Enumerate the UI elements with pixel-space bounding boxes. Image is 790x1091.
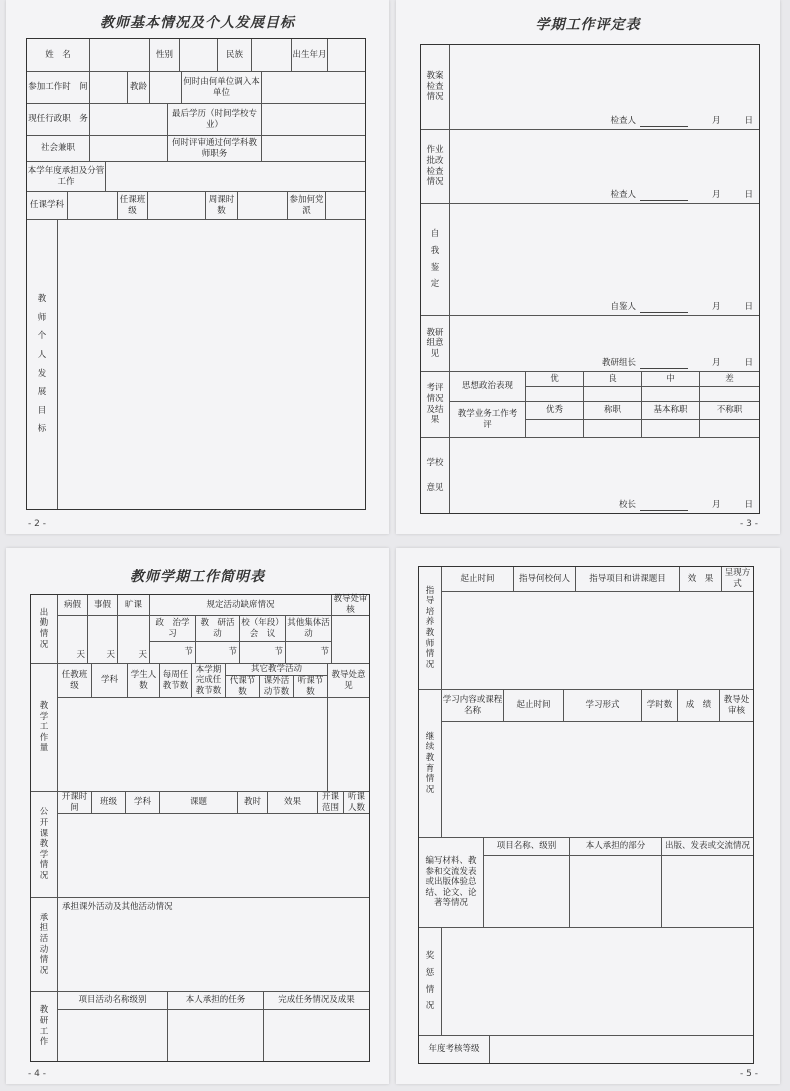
ce-form-header: 学习形式 (563, 689, 641, 721)
signature-underline (640, 312, 688, 313)
wl-other-header: 其它教学活动 (225, 663, 327, 675)
title-basic: 基本称职 (641, 401, 699, 419)
business-label: 教学业务工作考 评 (449, 401, 525, 437)
wr-part-value[interactable] (569, 855, 661, 927)
grade-medium: 中 (641, 371, 699, 386)
label-part: 情况 (426, 177, 444, 188)
page-number: - 5 - (740, 1069, 758, 1079)
label-part: 况 (39, 965, 49, 976)
label-part: 组意 (426, 338, 444, 349)
development-table (418, 566, 754, 1064)
label-part: 教 (39, 839, 49, 850)
activity-other: 其他集体活 动 (285, 615, 331, 641)
goals-char: 教 (37, 294, 47, 304)
weekly-value[interactable] (237, 191, 287, 219)
oc-effect-header: 效果 (267, 791, 317, 813)
absent-value[interactable] (117, 615, 149, 663)
school-opinion-value[interactable] (449, 437, 759, 513)
month-label: 月 (711, 190, 721, 201)
wl-observe-header: 听课节数 (293, 675, 327, 697)
day-label: 日 (744, 302, 753, 313)
goals-char: 目 (37, 405, 47, 416)
page-title: 教师学期工作简明表 (130, 569, 265, 585)
label-part: 惩 (425, 967, 435, 978)
day-label: 日 (744, 190, 753, 201)
inspector-label: 检查人 (610, 190, 636, 201)
oc-scope-header: 开课范围 (317, 791, 343, 813)
rs-project-value[interactable] (57, 1009, 167, 1061)
attendance-label (31, 595, 57, 663)
label-part: 续 (425, 742, 435, 753)
principal-label: 校长 (618, 500, 636, 511)
workload-body[interactable] (57, 697, 327, 791)
guide-label (419, 567, 441, 689)
grade-poor: 差 (699, 371, 759, 386)
guide-effect-header: 效 果 (679, 567, 721, 591)
label-part: 情 (425, 649, 435, 660)
ce-score-header: 成 绩 (677, 689, 719, 721)
undertake-value[interactable] (105, 161, 365, 191)
month-label: 月 (711, 302, 721, 313)
grade-excellent: 优 (525, 371, 583, 386)
wr-publish-value[interactable] (661, 855, 753, 927)
day-unit: 天 (76, 650, 85, 661)
label-part: 继 (425, 731, 435, 742)
wl-semester-header: 本学期完成任教节数 (191, 663, 225, 697)
activity-politics: 政 治学 习 (149, 615, 195, 641)
label-part: 果 (430, 415, 440, 426)
label-part: 况 (425, 659, 435, 670)
grade-good-check[interactable] (583, 386, 641, 401)
activities-value[interactable] (57, 897, 369, 991)
goals-char: 个 (37, 331, 47, 342)
continuing-ed-label (419, 689, 441, 837)
label-part: 情 (39, 629, 49, 639)
name-label: 姓 名 (45, 49, 71, 60)
label-part: 养 (425, 617, 435, 628)
education-label: 最后学历（时间学校专业） (167, 103, 261, 135)
work-start-label: 参加工作时 间 (27, 71, 89, 103)
guide-form-header: 呈现方式 (721, 567, 753, 591)
workload-label (31, 663, 57, 791)
section-unit: 节 (184, 647, 193, 658)
ce-review-header: 教导处审核 (719, 689, 753, 721)
born-value[interactable] (327, 39, 365, 71)
label-part: 教案 (426, 71, 444, 82)
required-label: 规定活动缺席情况 (149, 595, 331, 615)
goals-char: 标 (37, 424, 47, 435)
goals-char: 发 (37, 368, 47, 379)
writing-label: 编写材料、教参和交流发表或出版体验总结、论文、论著等情况 (419, 837, 483, 927)
day-unit: 天 (138, 650, 147, 661)
page-4 (6, 548, 389, 1084)
annual-label: 年度考核等级 (419, 1035, 489, 1063)
self-appraiser-label: 自鉴人 (610, 302, 636, 313)
group-leader-label: 教研组长 (601, 358, 636, 369)
summary-table (30, 594, 370, 1062)
rs-result-header: 完成任务情况及成果 (263, 991, 369, 1009)
label-part: 作 (39, 732, 49, 743)
homework-label (421, 129, 449, 203)
label-part: 师 (425, 638, 435, 649)
wl-class-header: 任教班级 (57, 663, 91, 697)
label-part: 自 (430, 229, 440, 240)
label-part: 情 (39, 860, 49, 871)
ethnicity-label: 民族 (217, 39, 251, 71)
inspector-label: 检查人 (610, 116, 636, 127)
month-label: 月 (711, 358, 721, 369)
label-part: 情况 (426, 92, 444, 103)
wr-project-header: 项目名称、级别 (483, 837, 569, 855)
page-3 (396, 0, 780, 534)
grade-good: 良 (583, 371, 641, 386)
label-part: 开 (39, 817, 49, 828)
label-part: 教 (39, 700, 49, 711)
party-value[interactable] (325, 191, 365, 219)
self-eval-label (421, 203, 449, 315)
label-part: 出 (39, 607, 49, 618)
guide-time-header: 起止时间 (441, 567, 513, 591)
gender-label: 性别 (149, 39, 179, 71)
label-part: 学校 (426, 457, 444, 468)
label-part: 作 (39, 1037, 49, 1048)
goals-char: 师 (37, 312, 47, 323)
undertake-label: 本学年度承担及分管工作 (27, 161, 105, 191)
rs-project-header: 项目活动名称级别 (57, 991, 167, 1009)
wl-students-header: 学生人数 (127, 663, 159, 697)
grade-excellent-check[interactable] (525, 386, 583, 401)
label-part: 指 (425, 585, 435, 596)
class-label: 任课班级 (117, 191, 147, 219)
label-part: 教研 (426, 327, 444, 338)
month-label: 月 (711, 116, 721, 127)
label-part: 量 (39, 743, 49, 754)
label-part: 情 (425, 774, 435, 785)
label-part: 况 (39, 871, 49, 882)
section-unit: 节 (274, 647, 283, 658)
politics-label: 思想政治表现 (449, 371, 525, 401)
group-opinion-value[interactable] (449, 315, 759, 371)
page-number: - 2 - (28, 519, 46, 529)
name-value[interactable] (89, 39, 149, 71)
title-excellent: 优秀 (525, 401, 583, 419)
month-label: 月 (711, 500, 721, 511)
grade-poor-check[interactable] (699, 386, 759, 401)
section-unit: 节 (228, 647, 237, 658)
title-eval-value[interactable] (261, 135, 365, 161)
school-opinion-label (421, 437, 449, 513)
page-2 (6, 0, 389, 534)
wr-publish-header: 出版、发表或交流情况 (661, 837, 753, 855)
goals-value[interactable] (57, 219, 365, 509)
wl-opinion-header: 教导处意见 (327, 663, 369, 697)
subject-label: 任课学科 (27, 191, 67, 219)
transfer-value[interactable] (261, 71, 365, 103)
social-label: 社会兼职 (27, 135, 89, 161)
teach-age-value[interactable] (149, 71, 181, 103)
label-part: 批改 (426, 155, 444, 166)
label-part: 教 (425, 628, 435, 638)
label-part: 检查 (426, 81, 444, 92)
sick-label: 病假 (57, 595, 87, 615)
oc-hours-header: 教时 (237, 791, 267, 813)
label-part: 情 (425, 984, 435, 995)
label-part: 公 (39, 807, 49, 818)
rs-role-header: 本人承担的任务 (167, 991, 263, 1009)
party-label: 参加何党 派 (287, 191, 325, 219)
subject-value[interactable] (67, 191, 117, 219)
result-label (421, 371, 449, 437)
wr-part-header: 本人承担的部分 (569, 837, 661, 855)
open-class-body[interactable] (57, 813, 369, 897)
label-part: 教 (425, 752, 435, 763)
signature-underline (640, 126, 688, 127)
label-part: 作业 (426, 145, 444, 156)
wl-weekly-header: 每周任教节数 (159, 663, 191, 697)
guide-project-header: 指导项目和讲课题目 (575, 567, 679, 591)
born-label: 出生年月 (291, 39, 327, 71)
title-competent-check[interactable] (583, 419, 641, 437)
label-part: 动 (39, 944, 49, 955)
label-part: 研 (39, 1015, 49, 1026)
review-label: 教导处审核 (331, 595, 369, 615)
oc-subject-header: 学科 (125, 791, 159, 813)
personal-label: 事假 (87, 595, 117, 615)
education-value[interactable] (261, 103, 365, 135)
oc-time-header: 开课时间 (57, 791, 91, 813)
label-part: 活 (39, 933, 49, 944)
label-part: 意见 (426, 482, 444, 493)
goals-char: 人 (37, 349, 47, 360)
activity-research: 教 研活 动 (195, 615, 239, 641)
personal-value[interactable] (87, 615, 117, 663)
ce-time-header: 起止时间 (503, 689, 563, 721)
signature-line (610, 302, 753, 313)
weekly-label: 周课时数 (205, 191, 237, 219)
meeting-value[interactable] (239, 641, 285, 663)
label-part: 及结 (426, 404, 444, 415)
title-incompetent: 不称职 (699, 401, 759, 419)
ethnicity-value[interactable] (251, 39, 291, 71)
lesson-plan-value[interactable] (449, 45, 759, 129)
guide-body[interactable] (441, 591, 753, 689)
signature-underline (640, 510, 688, 511)
activity-meeting: 校（年段）会 议 (239, 615, 285, 641)
label-part: 况 (425, 1001, 435, 1012)
politics-value[interactable] (149, 641, 195, 663)
review-value[interactable] (331, 615, 369, 663)
evaluation-table (420, 44, 760, 514)
signature-line (610, 116, 753, 127)
wl-substitute-header: 代课节数 (225, 675, 259, 697)
label-part: 考评 (426, 383, 444, 394)
gender-value[interactable] (179, 39, 217, 71)
signature-underline (640, 200, 688, 201)
title-eval-label: 何时评审通过何学科教师职务 (167, 135, 261, 161)
label-part: 工 (39, 722, 49, 733)
award-value[interactable] (441, 927, 753, 1035)
page-5 (396, 548, 780, 1084)
label-part: 况 (39, 639, 49, 650)
workload-opinion-value[interactable] (327, 697, 369, 791)
goals-label (27, 219, 57, 509)
signature-line (619, 500, 753, 511)
absent-label: 旷课 (117, 595, 149, 615)
lesson-plan-label (421, 45, 449, 129)
grade-medium-check[interactable] (641, 386, 699, 401)
rs-role-value[interactable] (167, 1009, 263, 1061)
self-eval-value[interactable] (449, 203, 759, 315)
teach-age-label: 教龄 (127, 71, 149, 103)
social-value[interactable] (89, 135, 167, 161)
title-basic-check[interactable] (641, 419, 699, 437)
work-start-value[interactable] (89, 71, 127, 103)
label-part: 检查 (426, 166, 444, 177)
rs-result-value[interactable] (263, 1009, 369, 1061)
open-class-label (31, 791, 57, 897)
label-part: 我 (430, 245, 440, 256)
homework-value[interactable] (449, 129, 759, 203)
label-part: 况 (425, 784, 435, 795)
title-excellent-check[interactable] (525, 419, 583, 437)
title-competent: 称职 (583, 401, 641, 419)
signature-line (610, 190, 753, 201)
label-part: 担 (39, 923, 49, 934)
guide-whom-header: 指导何校何人 (513, 567, 575, 591)
label-part: 育 (425, 763, 435, 774)
label-part: 培 (425, 606, 435, 617)
goals-char: 展 (37, 387, 47, 398)
research-label (31, 991, 57, 1061)
signature-line (602, 358, 753, 369)
label-part: 课 (39, 828, 49, 839)
page-title: 学期工作评定表 (535, 17, 641, 33)
label-part: 定 (430, 279, 440, 290)
section-unit: 节 (320, 647, 329, 658)
label-part: 教 (39, 1005, 49, 1016)
label-part: 学 (39, 711, 49, 722)
class-value[interactable] (147, 191, 205, 219)
oc-listeners-header: 听课人数 (343, 791, 369, 813)
oc-class-header: 班级 (91, 791, 125, 813)
label-part: 奖 (425, 951, 435, 962)
activities-label (31, 897, 57, 991)
admin-post-label: 现任行政职 务 (27, 103, 89, 135)
award-label (419, 927, 441, 1035)
label-part: 勤 (39, 618, 49, 629)
sick-value[interactable] (57, 615, 87, 663)
page-number: - 3 - (740, 519, 758, 529)
continuing-ed-body[interactable] (441, 721, 753, 837)
annual-value[interactable] (489, 1035, 753, 1063)
day-unit: 天 (106, 650, 115, 661)
signature-underline (640, 368, 688, 369)
other-value[interactable] (285, 641, 331, 663)
wl-extracurricular-header: 课外活动节数 (259, 675, 293, 697)
ce-hours-header: 学时数 (641, 689, 677, 721)
label-part: 导 (425, 596, 435, 607)
label-part: 学 (39, 849, 49, 860)
page-number: - 4 - (28, 1069, 46, 1079)
admin-post-value[interactable] (89, 103, 167, 135)
label-part: 见 (430, 348, 440, 359)
transfer-label: 何时由何单位调入本单位 (181, 71, 261, 103)
label-part: 鉴 (430, 262, 440, 273)
day-label: 日 (744, 358, 753, 369)
label-part: 工 (39, 1026, 49, 1037)
wr-project-value[interactable] (483, 855, 569, 927)
day-label: 日 (744, 500, 753, 511)
group-opinion-label (421, 315, 449, 371)
oc-topic-header: 课题 (159, 791, 237, 813)
day-label: 日 (744, 116, 753, 127)
wl-subject-header: 学科 (91, 663, 127, 697)
title-incompetent-check[interactable] (699, 419, 759, 437)
profile-table (26, 38, 366, 510)
ce-content-header: 学习内容或课程名称 (441, 689, 503, 721)
activities-caption: 承担课外活动及其他活动情况 (62, 902, 173, 912)
label-part: 承 (39, 912, 49, 923)
page-title: 教师基本情况及个人发展目标 (100, 15, 295, 31)
research-value[interactable] (195, 641, 239, 663)
label-part: 情况 (426, 393, 444, 404)
label-part: 情 (39, 955, 49, 966)
